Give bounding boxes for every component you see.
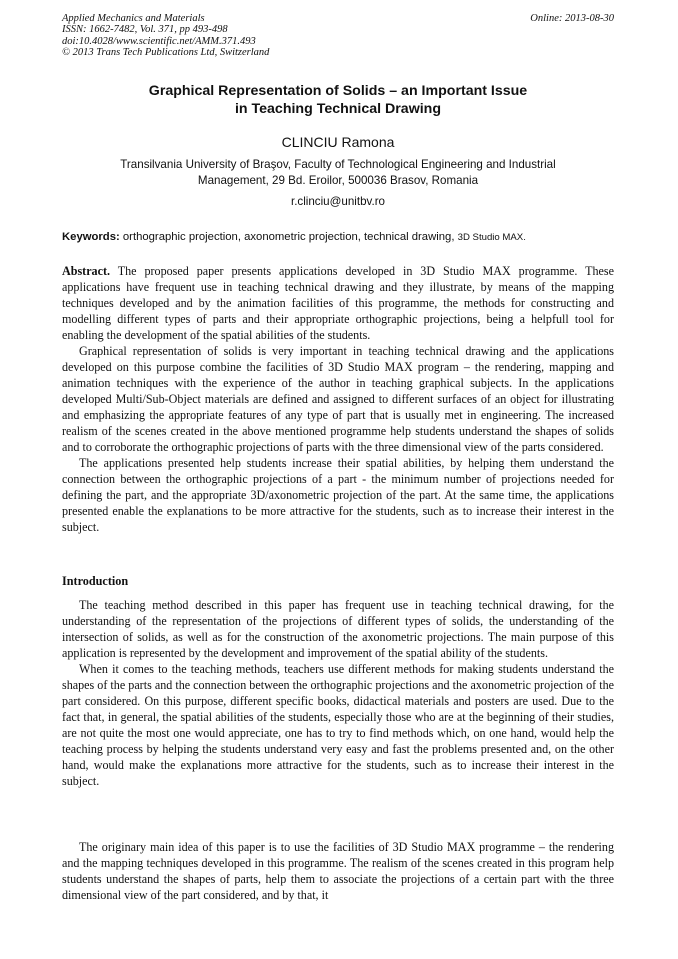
keywords	[62, 231, 614, 243]
introduction-section-continued	[62, 839, 614, 903]
journal-name: Applied Mechanics and Materials	[62, 13, 205, 24]
doi-line: doi:10.4028/www.scientific.net/AMM.371.493	[62, 35, 256, 47]
abstract-paragraph-2: Graphical representation of solids is very important in teaching technical drawing and the applications developed on this purpose combine the facilities of 3D Studio MAX program – the rendering, mapping and animation techniques with the experience of the author in teaching graphical subjects. In the applications developed Multi/Sub-Object materials are defined and assigned to different surfaces of an object for illustrating and emphasizing the appropriate features of any type of part that is usually met in engineering. The increased realism of the scenes created in the above mentioned programme help students understand the shapes of solids and to corroborate the orthographic projections of parts with the three dimensional view of the parts considered.	[62, 344, 614, 454]
abstract-text-1: The proposed paper presents applications developed in 3D Studio MAX programme. These applications have frequent use in teaching technical drawing and they illustrate, by means of the mapping techniques developed and by the animation facilities of this programme, the methods for constructing and modelling different types of parts and their appropriate orthographic projections, being a helpfull tool for enabling the development of the spatial abilities of the students.	[62, 264, 614, 342]
copyright-line: © 2013 Trans Tech Publications Ltd, Switzerland	[62, 47, 270, 59]
online-date: Online: 2013-08-30	[530, 13, 614, 24]
intro-paragraph-2: When it comes to the teaching methods, teachers use different methods for making students understand the shapes of the parts and the connection between the orthographic projections and the axonometric projection of the part considered. On this purpose, different specific books, didactical materials and posters are used. Due to the fact that, in general, the spatial abilities of the students, especially those who are at the beginning of their studies, are not quite the most one would appreciate, one has to try to find methods which, on one hand, would help the teaching process by helping the students understand very easy and fast the problems presented and, on the other hand, would make the explanations more attractive for the students, such as to increase their interest in the subject.	[62, 662, 614, 788]
abstract-label: Abstract.	[62, 264, 111, 278]
author-email: r.clinciu@unitbv.ro	[290, 195, 386, 208]
intro-paragraph-1: The teaching method described in this paper has frequent use in teaching technical drawing, for the understanding of the representation of the projections of different types of solids, the understanding of the intersection of solids, as well as for the construction of the axonometric projections. The main purpose of this application is represented by the development and improvement of the spatial ability of the students.	[62, 598, 614, 660]
abstract-paragraph-3: The applications presented help students increase their spatial abilities, by helping them understand the connection between the orthographic projections of a part - the minimum number of projections needed for defining the part, and the appropriate 3D/axonometric projection of the part. At the same time, the applications presented enable the explanations to be more attractive for the students, such as to increase their interest in the subject.	[62, 456, 614, 534]
keywords-label: Keywords:	[62, 231, 120, 243]
intro-paragraph-3: The originary main idea of this paper is to use the facilities of 3D Studio MAX programme – the rendering and the mapping techniques developed in this programme. The realism of the scenes created in this program help students understand the shapes of parts, help them to associate the projections of a certain part with the three dimensional view of the part considered, and by that, it	[62, 840, 614, 902]
issn-line: ISSN: 1662-7482, Vol. 371, pp 493-498	[62, 24, 228, 36]
paper-title	[62, 82, 614, 118]
introduction-heading: Introduction	[62, 574, 129, 588]
title-line-1: Graphical Representation of Solids – an Important Issue	[148, 83, 528, 99]
affiliation-line-1: Transilvania University of Braşov, Faculty of Technological Engineering and Industrial	[120, 158, 556, 171]
author-name: CLINCIU Ramona	[281, 134, 395, 150]
keywords-last: 3D Studio MAX.	[457, 232, 526, 243]
affiliation	[62, 157, 614, 189]
abstract-section	[62, 263, 614, 535]
keywords-text: orthographic projection, axonometric projection, technical drawing,	[119, 231, 458, 243]
introduction-section	[62, 597, 614, 789]
journal-header	[62, 13, 614, 59]
abstract-paragraph-1	[62, 263, 614, 343]
title-line-2: in Teaching Technical Drawing	[234, 101, 441, 117]
affiliation-line-2: Management, 29 Bd. Eroilor, 500036 Brasov, Romania	[197, 174, 479, 187]
